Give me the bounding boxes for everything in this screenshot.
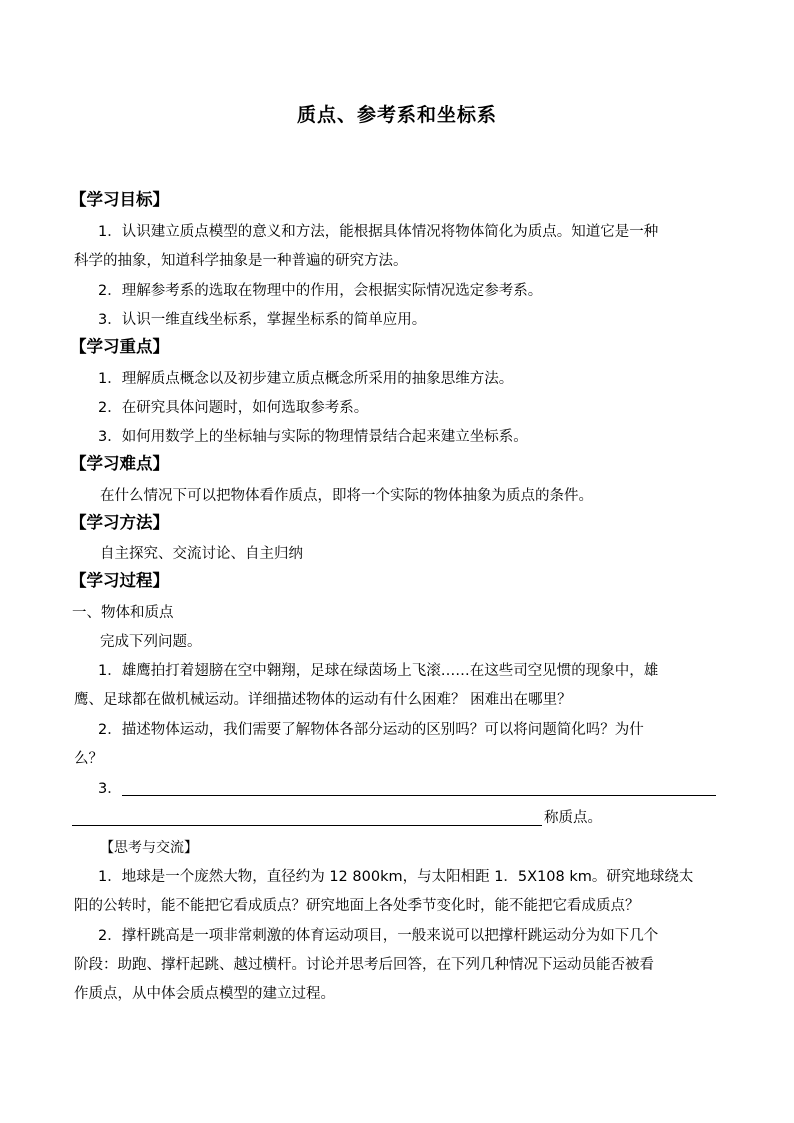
question-3-blank-line-1[interactable] [122, 795, 716, 796]
key-points-heading: 【学习重点】 [70, 337, 169, 356]
goal-item-1-line-2: 科学的抽象，知道科学抽象是一种普遍的研究方法。 [74, 253, 408, 269]
goals-heading: 【学习目标】 [70, 190, 169, 209]
section-1-intro: 完成下列问题。 [100, 634, 202, 650]
section-1-title: 一、物体和质点 [72, 605, 174, 621]
key-point-item-3: 3．如何用数学上的坐标轴与实际的物理情景结合起来建立坐标系。 [98, 429, 528, 445]
discussion-1-line-2: 阳的公转时，能不能把它看成质点？研究地面上各处季节变化时，能不能把它看成质点？ [74, 898, 640, 914]
goal-item-1-line-1: 1．认识建立质点模型的意义和方法，能根据具体情况将物体简化为质点。知道它是一种 [98, 224, 659, 240]
key-point-item-1: 1．理解质点概念以及初步建立质点概念所采用的抽象思维方法。 [98, 371, 514, 387]
method-text: 自主探究、交流讨论、自主归纳 [100, 546, 303, 562]
page-title: 质点、参考系和坐标系 [296, 104, 497, 126]
method-heading: 【学习方法】 [70, 513, 169, 532]
difficulty-text: 在什么情况下可以把物体看作质点，即将一个实际的物体抽象为质点的条件。 [100, 488, 593, 504]
question-3-number: 3． [98, 781, 122, 797]
question-1-line-1: 1．雄鹰拍打着翅膀在空中翱翔，足球在绿茵场上飞滚……在这些司空见惯的现象中，雄 [98, 663, 659, 679]
goal-item-3: 3．认识一维直线坐标系，掌握坐标系的简单应用。 [98, 312, 427, 328]
discussion-2-line-3: 作质点，从中体会质点模型的建立过程。 [74, 986, 335, 1002]
key-point-item-2: 2．在研究具体问题时，如何选取参考系。 [98, 400, 369, 416]
question-3-blank-line-2[interactable] [72, 825, 542, 826]
goal-item-2: 2．理解参考系的选取在物理中的作用，会根据实际情况选定参考系。 [98, 283, 543, 299]
question-2-line-2: 么？ [74, 751, 103, 767]
question-1-line-2: 鹰、足球都在做机械运动。详细描述物体的运动有什么困难？ 困难出在哪里？ [74, 692, 572, 708]
difficulty-heading: 【学习难点】 [70, 454, 169, 473]
discussion-1-line-1: 1．地球是一个庞然大物，直径约为 12 800km，与太阳相距 1．5X108 km。研究地球绕太 [98, 869, 694, 885]
question-3-suffix: 称质点。 [544, 810, 602, 826]
discussion-2-line-1: 2．撑杆跳高是一项非常刺激的体育运动项目，一般来说可以把撑杆跳运动分为如下几个 [98, 928, 659, 944]
discussion-heading: 【思考与交流】 [100, 840, 198, 856]
discussion-2-line-2: 阶段：助跑、撑杆起跳、越过横杆。讨论并思考后回答，在下列几种情况下运动员能否被看 [74, 957, 654, 973]
process-heading: 【学习过程】 [70, 571, 169, 590]
question-2-line-1: 2．描述物体运动，我们需要了解物体各部分运动的区别吗？可以将问题简化吗？为什 [98, 722, 644, 738]
